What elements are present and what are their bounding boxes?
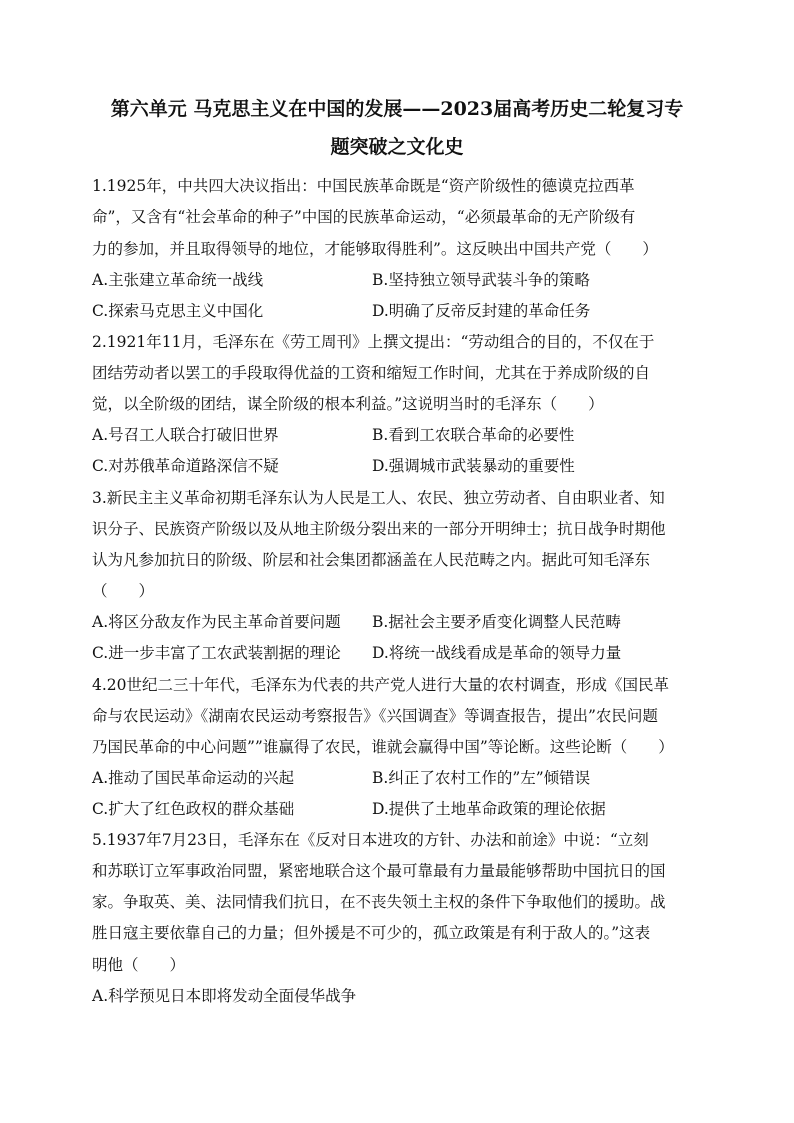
question-2-option-a: A.号召工人联合打破旧世界 [92,426,279,444]
question-5-option-a: A.科学预见日本即将发动全面侵华战争 [92,987,357,1005]
question-1-option-c: C.探索马克思主义中国化 [92,302,264,320]
question-1-stem-line-1: 1.1925年，中共四大决议指出：中国民族革命既是“资产阶级性的德谟克拉西革 [92,177,635,195]
question-4-option-c: C.扩大了红色政权的群众基础 [92,800,295,818]
question-5-stem-line-3: 家。争取英、美、法同情我们抗日，在不丧失领土主权的条件下争取他们的援助。战 [92,893,666,911]
question-2-option-d: D.强调城市武装暴动的重要性 [372,457,575,475]
question-2-option-b: B.看到工农联合革命的必要性 [372,426,575,444]
question-3-option-c: C.进一步丰富了工农武装割据的理论 [92,644,341,662]
question-4-option-a: A.推动了国民革命运动的兴起 [92,769,295,787]
question-4-option-d: D.提供了土地革命政策的理论依据 [372,800,606,818]
question-5-stem-line-1: 5.1937年7月23日，毛泽东在《反对日本进攻的方针、办法和前途》中说：“立刻 [92,831,649,849]
question-1-stem-line-2: 命”，又含有“社会革命的种子”中国的民族革命运动，“必须最革命的无产阶级有 [92,208,636,226]
question-2-stem-line-1: 2.1921年11月，毛泽东在《劳工周刊》上撰文提出：“劳动组合的目的，不仅在于 [92,333,655,351]
question-2-option-c: C.对苏俄革命道路深信不疑 [92,457,279,475]
page-title-line-2: 题突破之文化史 [330,136,464,158]
question-2-stem-line-3: 觉，以全阶级的团结，谋全阶级的根本利益。”这说明当时的毛泽东（ ） [92,395,604,413]
question-3-stem-line-3: 认为凡参加抗日的阶级、阶层和社会集团都涵盖在人民范畴之内。据此可知毛泽东 [92,551,651,569]
page-title-line-1: 第六单元 马克思主义在中国的发展——2023届高考历史二轮复习专 [110,98,684,120]
question-3-option-d: D.将统一战线看成是革命的领导力量 [372,644,622,662]
question-1-option-b: B.坚持独立领导武装斗争的策略 [372,271,590,289]
question-5-stem-line-4: 胜日寇主要依靠自己的力量；但外援是不可少的，孤立政策是有利于敌人的。”这表 [92,924,651,942]
question-4-stem-line-2: 命与农民运动》《湖南农民运动考察报告》《兴国调查》等调查报告，提出”农民问题 [92,707,658,725]
question-1-option-d: D.明确了反帝反封建的革命任务 [372,302,591,320]
question-5-stem-line-2: 和苏联订立军事政治同盟，紧密地联合这个最可靠最有力量最能够帮助中国抗日的国 [92,862,666,880]
question-1-stem-line-3: 力的参加，并且取得领导的地位，才能够取得胜利”。这反映出中国共产党（ ） [92,240,658,258]
question-3-option-b: B.据社会主要矛盾变化调整人民范畴 [372,613,621,631]
question-5-stem-line-5: 明他（ ） [92,956,186,974]
question-3-stem-line-4: （ ） [92,582,155,600]
question-2-stem-line-2: 团结劳动者以罢工的手段取得优益的工资和缩短工作时间，尤其在于养成阶级的自 [92,364,651,382]
question-4-stem-line-1: 4.20世纪二三十年代，毛泽东为代表的共产党人进行大量的农村调查，形成《国民革 [92,676,670,694]
question-3-stem-line-1: 3.新民主主义革命初期毛泽东认为人民是工人、农民、独立劳动者、自由职业者、知 [92,489,665,507]
question-4-stem-line-3: 乃国民革命的中心问题””谁赢得了农民，谁就会赢得中国”等论断。这些论断（ ） [92,738,674,756]
question-1-option-a: A.主张建立革命统一战线 [92,271,264,289]
question-3-option-a: A.将区分敌友作为民主革命首要问题 [92,613,341,631]
question-3-stem-line-2: 识分子、民族资产阶级以及从地主阶级分裂出来的一部分开明绅士；抗日战争时期他 [92,520,666,538]
question-4-option-b: B.纠正了农村工作的”左”倾错误 [372,769,591,787]
